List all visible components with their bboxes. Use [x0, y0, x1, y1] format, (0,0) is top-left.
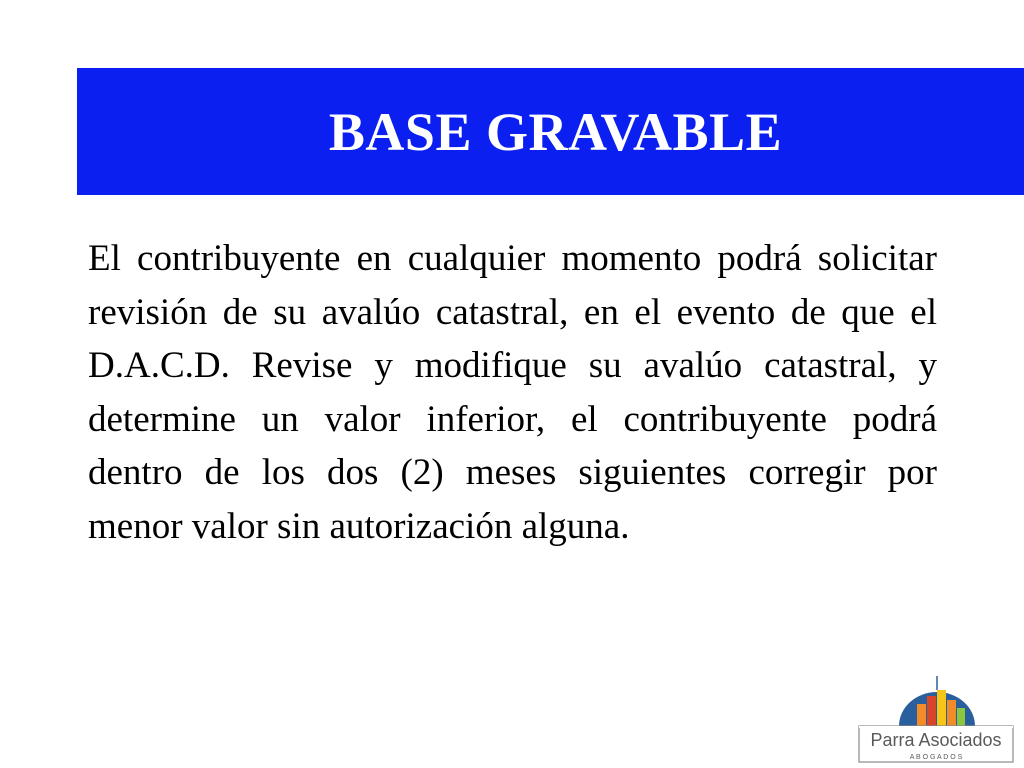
title-bar	[77, 68, 1024, 195]
logo-name: Parra Asociados	[870, 730, 1002, 750]
logo-tagline: A B O G A D O S	[909, 754, 963, 761]
buildings-dome-icon	[855, 674, 1015, 764]
parra-asociados-logo	[855, 674, 1015, 764]
body-paragraph: El contribuyente en cualquier momento podrá solicitar revisión de su avalúo catastral, en el evento de que el D.A.C.D. Revise y modifique su avalúo catastral, y determine un valor inferior, el contribuyente podrá dentro de los dos (2) meses siguientes corregir por menor valor sin autorización alguna.	[88, 238, 937, 547]
slide-title: BASE GRAVABLE	[328, 101, 783, 162]
